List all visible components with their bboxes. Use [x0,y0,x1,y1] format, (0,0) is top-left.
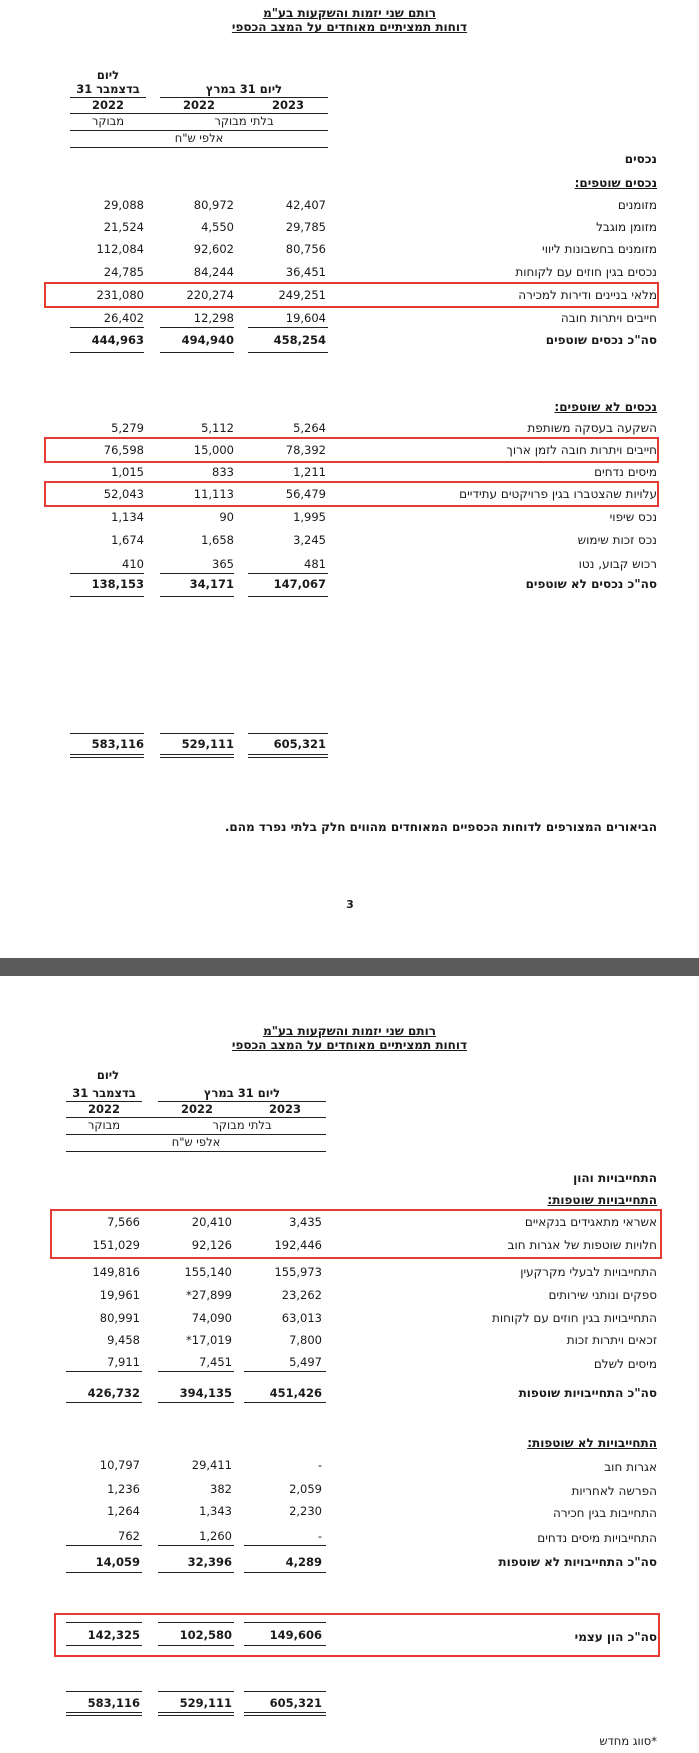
row-label: מיסים לשלם [593,1357,657,1371]
row-label: התחייבות בגין חכירה [553,1506,657,1520]
value-2022: 7,451 [199,1355,232,1369]
row-label: חייבים ויתרות חובה לזמן ארוך [506,443,657,457]
value-2022: 155,140 [184,1265,232,1279]
header-year-2022: 2022 [182,98,215,112]
value-dec: 1,264 [107,1504,140,1518]
total-label: סה"כ נכסים שוטפים [545,333,657,347]
total-dec: 14,059 [95,1555,140,1569]
value-dec: 7,911 [107,1355,140,1369]
total-dec: 426,732 [87,1386,140,1400]
value-2022: 5,112 [201,421,234,435]
value-2023: - [317,1458,322,1472]
header-year-2023: 2023 [268,1102,301,1116]
header-unaudited: בלתי מבוקר [212,1118,272,1132]
value-2023: 19,604 [285,311,326,325]
value-2023: - [317,1529,322,1543]
row-label: מזומנים [617,198,657,212]
value-2022: 365 [212,557,234,571]
value-dec: 410 [122,557,144,571]
header-currency: אלפי ש"ח [174,131,224,145]
row-label: התחייבויות מיסים נדחים [537,1531,657,1545]
value-2022: 90 [219,510,234,524]
reclassified-footnote: *סווג מחדש [599,1734,657,1748]
total-dec: 444,963 [91,333,144,347]
row-label: הפרשה לאחריות [571,1484,657,1498]
value-dec: 26,402 [103,311,144,325]
assets-title: נכסים [624,152,657,166]
page-number: 3 [346,898,354,911]
header-year-2022: 2022 [180,1102,213,1116]
value-2022: 1,343 [199,1504,232,1518]
header-year-2023: 2023 [271,98,304,112]
value-2022: 11,113 [193,487,234,501]
value-dec: 7,566 [107,1215,140,1229]
value-2022: 80,972 [193,198,234,212]
row-label: עלויות שהצטברו בגין פרויקטים עתידיים [459,487,657,501]
row-label: אשראי מתאגידים בנקאיים [524,1215,657,1229]
header-dec31: 31 בדצמבר [72,1086,136,1100]
row-label: חייבים ויתרות חובה [560,311,657,325]
header-as-of: ליום [96,68,120,82]
value-2023: 3,245 [293,533,326,547]
value-dec: 231,080 [96,288,144,302]
equity-total-label: סה"כ הון עצמי [574,1630,657,1644]
value-2022: 1,658 [201,533,234,547]
grand-total-2022: 529,111 [181,737,234,751]
value-2023: 29,785 [285,220,326,234]
total-2022: 394,135 [179,1386,232,1400]
value-2022: 92,126 [191,1238,232,1252]
total-label: סה"כ נכסים לא שוטפים [525,577,657,591]
value-dec: 24,785 [103,265,144,279]
value-2022: 20,410 [191,1215,232,1229]
current-assets-title: נכסים שוטפים: [574,176,657,190]
header-audited: מבוקר [87,1118,121,1132]
value-dec: 29,088 [103,198,144,212]
value-2023: 56,479 [285,487,326,501]
report-title: דוחות תמציתיים מאוחדים על המצב הכספי [231,20,468,34]
header-year-dec: 2022 [91,98,124,112]
value-dec: 21,524 [103,220,144,234]
value-2022: 92,602 [193,242,234,256]
value-2023: 249,251 [278,288,326,302]
row-label: מזומן מוגבל [596,220,657,234]
value-2023: 155,973 [274,1265,322,1279]
value-dec: 762 [118,1529,140,1543]
total-2022: 32,396 [187,1555,232,1569]
value-2022: 84,244 [193,265,234,279]
total-2023: 4,289 [285,1555,322,1569]
value-dec: 149,816 [92,1265,140,1279]
value-2022: *27,899 [186,1288,232,1302]
value-2023: 63,013 [281,1311,322,1325]
value-2022: 29,411 [191,1458,232,1472]
value-dec: 19,961 [99,1288,140,1302]
header-unaudited: בלתי מבוקר [214,114,274,128]
liabilities-title: התחייבויות והון [573,1171,657,1185]
value-2023: 42,407 [285,198,326,212]
value-dec: 5,279 [111,421,144,435]
page-divider [0,958,699,976]
total-2022: 34,171 [189,577,234,591]
equity-2022: 102,580 [179,1628,232,1642]
value-2022: 382 [210,1482,232,1496]
grand-total-2022: 529,111 [179,1696,232,1710]
footnote: הביאורים המצורפים לדוחות הכספיים המאוחדים מהווים חלק בלתי נפרד מהם. [224,820,657,834]
value-dec: 1,134 [111,510,144,524]
noncurrent-liabilities-title: התחייבויות לא שוטפות: [527,1436,657,1450]
row-label: רכוש קבוע, נטו [578,557,657,571]
value-dec: 1,236 [107,1482,140,1496]
value-2022: 833 [212,465,234,479]
row-label: זכאים ויתרות זכות [566,1333,657,1347]
row-label: התחייבויות בגין חוזים עם לקוחות [491,1311,657,1325]
value-dec: 112,084 [96,242,144,256]
row-label: התחייבויות לבעלי מקרקעין [520,1265,657,1279]
total-2023: 451,426 [269,1386,322,1400]
value-2023: 23,262 [281,1288,322,1302]
grand-total-dec: 583,116 [87,1696,140,1710]
highlight-box [54,1613,660,1657]
value-2023: 80,756 [285,242,326,256]
grand-total-2023: 605,321 [273,737,326,751]
value-2023: 7,800 [289,1333,322,1347]
value-dec: 10,797 [99,1458,140,1472]
value-2023: 5,264 [293,421,326,435]
equity-2023: 149,606 [269,1628,322,1642]
company-name: רותם שני יזמות והשקעות בע"מ [263,1024,436,1038]
equity-dec: 142,325 [87,1628,140,1642]
row-label: נכסים בגין חוזים עם לקוחות [515,265,657,279]
value-2022: *17,019 [186,1333,232,1347]
header-as-of: ליום [96,1068,120,1082]
value-2023: 481 [304,557,326,571]
noncurrent-assets-title: נכסים לא שוטפים: [554,400,657,414]
value-dec: 76,598 [103,443,144,457]
value-dec: 80,991 [99,1311,140,1325]
value-dec: 52,043 [103,487,144,501]
row-label: חלויות שוטפות של אגרות חוב [507,1238,657,1252]
header-mar31: ליום 31 במרץ [205,82,283,96]
header-mar31: ליום 31 במרץ [203,1086,281,1100]
value-2023: 36,451 [285,265,326,279]
row-label: מלאי בניינים ודירות למכירה [518,288,657,302]
total-dec: 138,153 [91,577,144,591]
report-title: דוחות תמציתיים מאוחדים על המצב הכספי [231,1038,468,1052]
total-2023: 458,254 [273,333,326,347]
value-2022: 220,274 [186,288,234,302]
value-2023: 2,230 [289,1504,322,1518]
current-liabilities-title: התחייבויות שוטפות: [547,1193,657,1207]
total-2022: 494,940 [181,333,234,347]
value-2023: 5,497 [289,1355,322,1369]
header-audited: מבוקר [91,114,125,128]
header-currency: אלפי ש"ח [171,1135,221,1149]
total-label: סה"כ התחייבויות שוטפות [518,1386,657,1400]
value-2023: 2,059 [289,1482,322,1496]
header-dec31: 31 בדצמבר [76,82,140,96]
value-dec: 1,015 [111,465,144,479]
value-2022: 1,260 [199,1529,232,1543]
value-2022: 12,298 [193,311,234,325]
header-year-dec: 2022 [87,1102,120,1116]
row-label: אגרות חוב [604,1460,657,1474]
row-label: נכס זכות שימוש [577,533,657,547]
row-label: מזומנים בחשבונות ליווי [542,242,657,256]
row-label: מיסים נדחים [594,465,657,479]
value-2023: 1,211 [293,465,326,479]
total-label: סה"כ התחייבויות לא שוטפות [498,1555,657,1569]
grand-total-2023: 605,321 [269,1696,322,1710]
value-2023: 1,995 [293,510,326,524]
value-dec: 151,029 [92,1238,140,1252]
row-label: נכס שיפוי [609,510,657,524]
grand-total-dec: 583,116 [91,737,144,751]
company-name: רותם שני יזמות והשקעות בע"מ [263,6,436,20]
value-2022: 74,090 [191,1311,232,1325]
value-2022: 4,550 [201,220,234,234]
value-dec: 1,674 [111,533,144,547]
value-2023: 78,392 [285,443,326,457]
row-label: השקעה בעסקה משותפת [527,421,657,435]
value-2023: 192,446 [274,1238,322,1252]
value-dec: 9,458 [107,1333,140,1347]
value-2022: 15,000 [193,443,234,457]
value-2023: 3,435 [289,1215,322,1229]
total-2023: 147,067 [273,577,326,591]
row-label: ספקים ונותני שירותים [548,1288,657,1302]
